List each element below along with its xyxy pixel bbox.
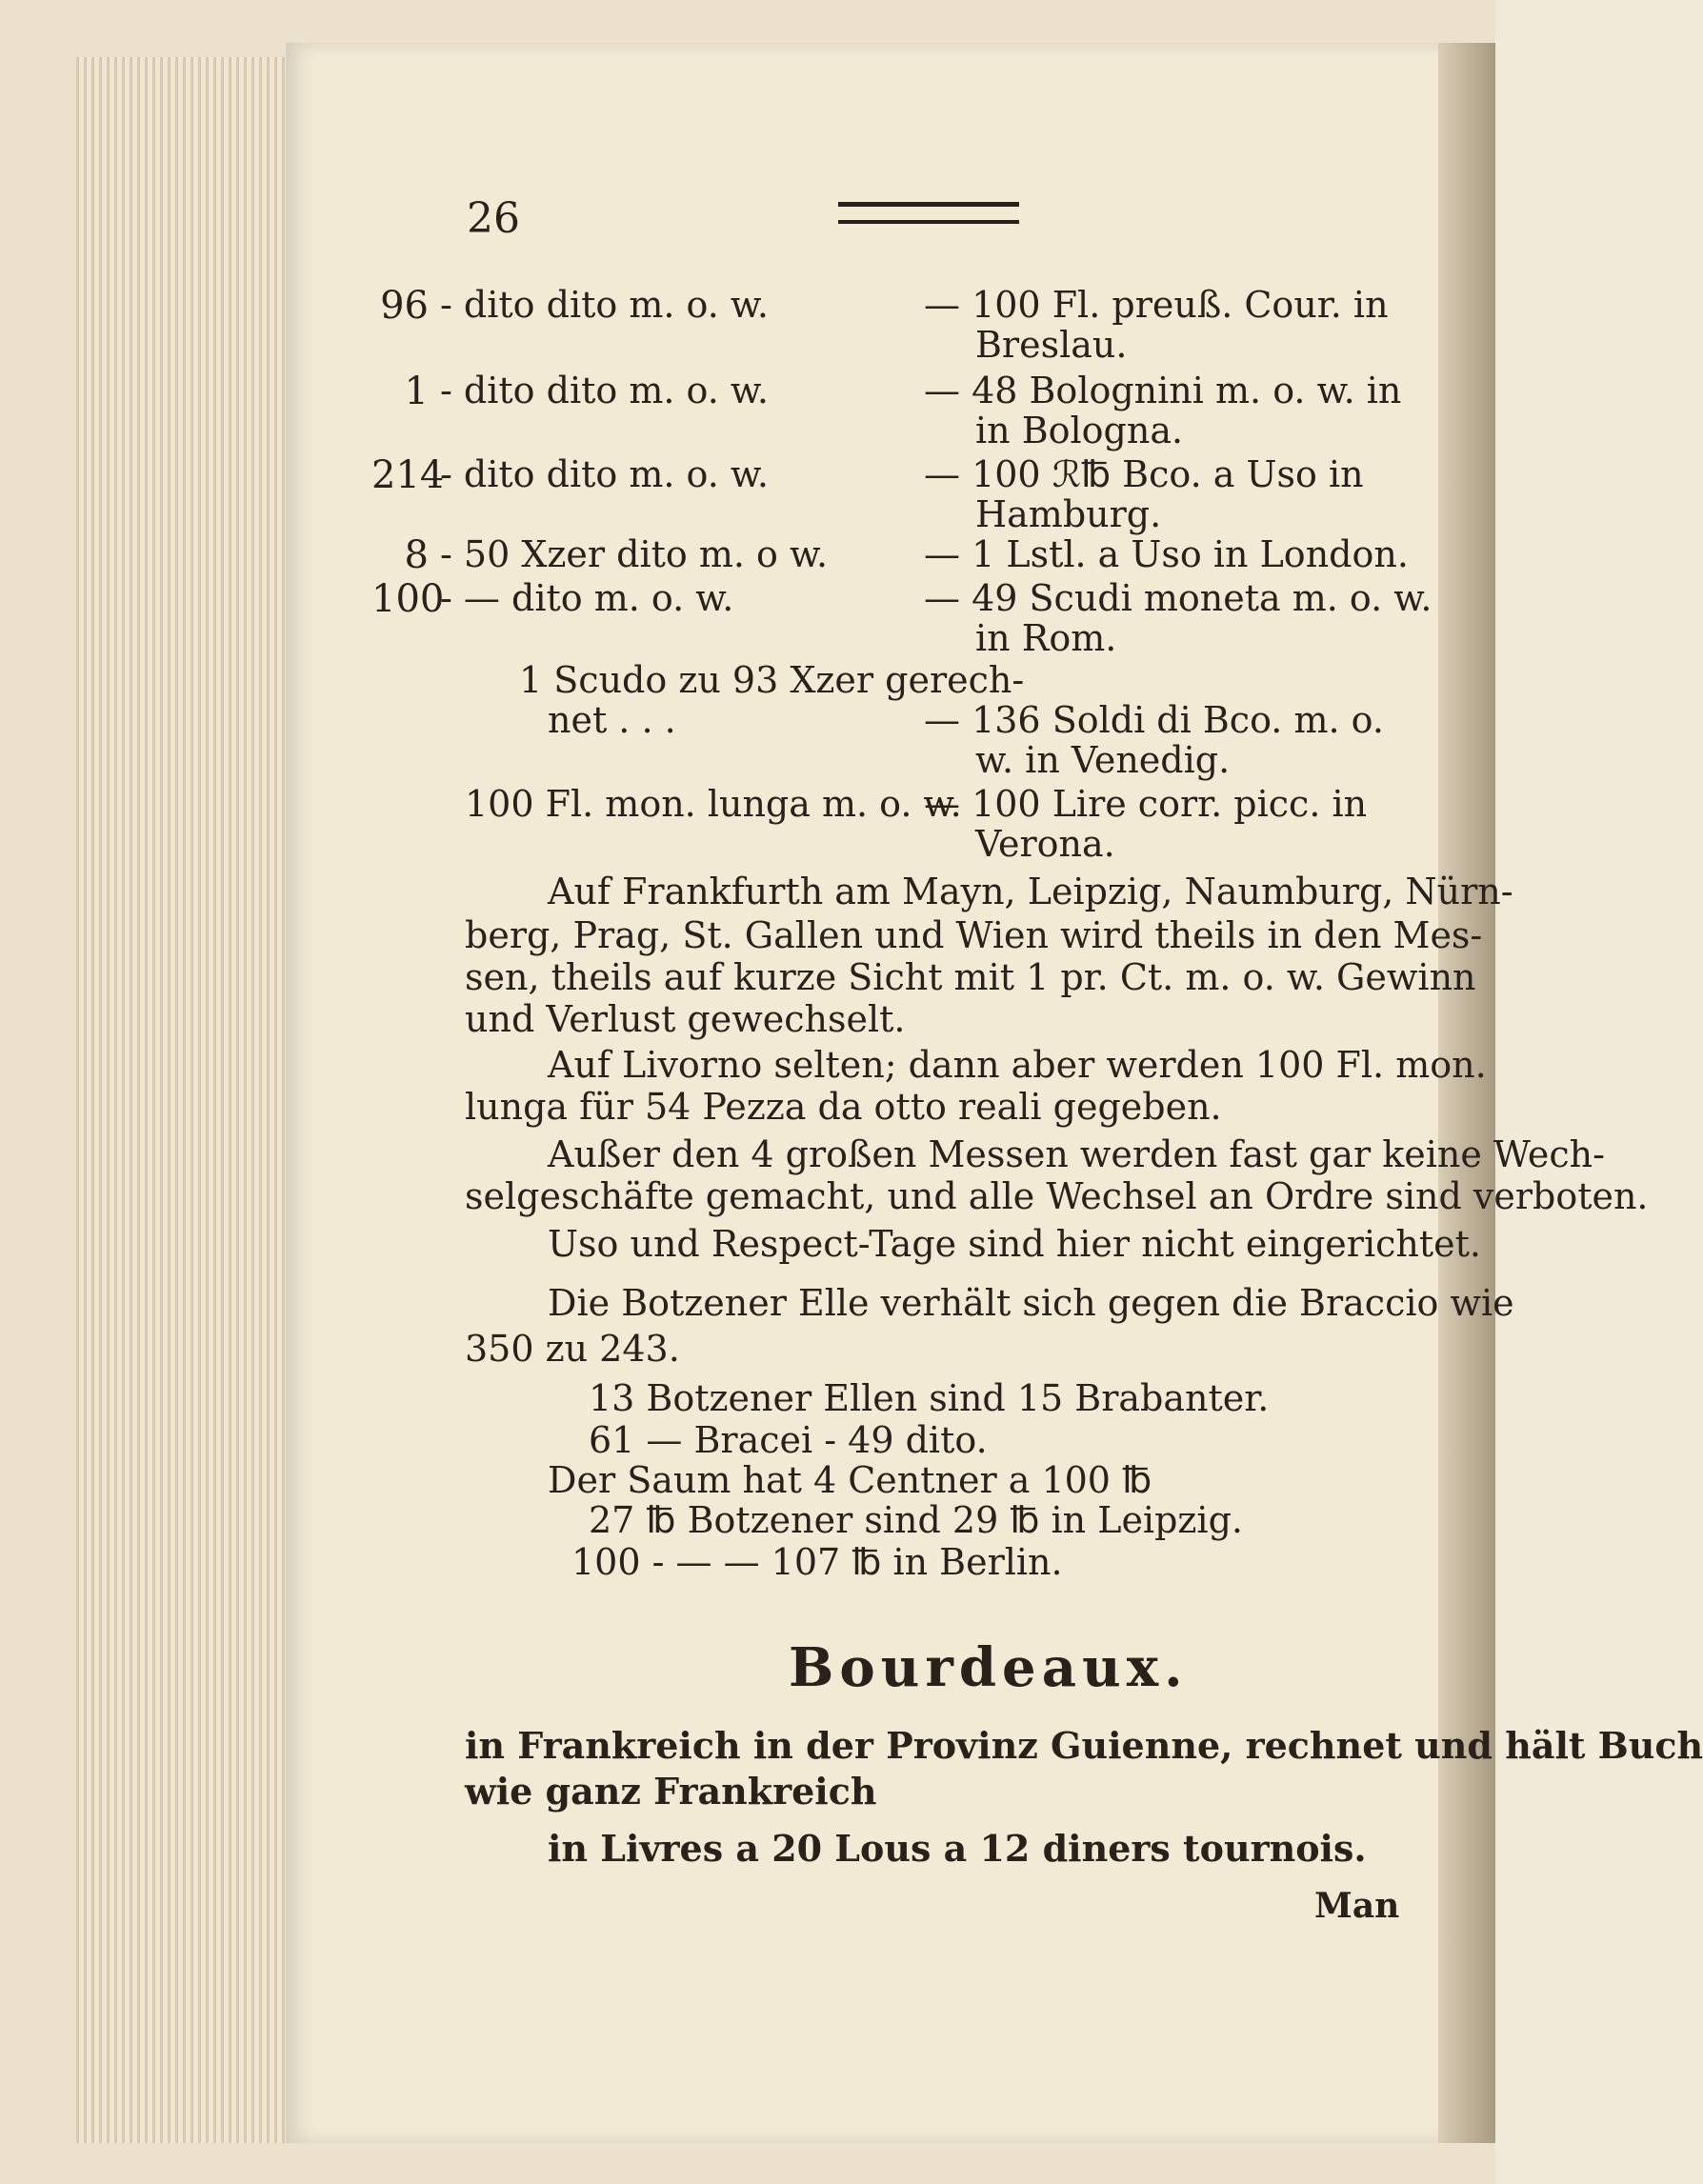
section-heading: Bourdeaux. — [789, 1636, 1189, 1699]
rate-desc: - 50 Xzer dito m. o w. — [440, 533, 829, 575]
rate-result: — 49 Scudi moneta m. o. w. — [924, 577, 1433, 619]
rate-result: — 1 Lstl. a Uso in London. — [924, 533, 1409, 575]
rate-result: — 100 Fl. preuß. Cour. in — [924, 284, 1389, 326]
paragraph-line: Auf Livorno selten; dann aber werden 100 Fl. mon. — [548, 1044, 1487, 1086]
section-line: wie ganz Frankreich — [465, 1770, 877, 1813]
paragraph-line: und Verlust gewechselt. — [465, 998, 906, 1040]
catchword: Man — [1314, 1886, 1400, 1926]
rate-result: — 100 ℛ℔ Bco. a Uso in — [924, 453, 1364, 495]
measure-line: 61 — Bracei - 49 dito. — [589, 1419, 988, 1461]
rate-num: 100 Fl. mon. lunga m. o. w. — [465, 783, 962, 825]
paragraph-line: Auf Frankfurth am Mayn, Leipzig, Naumburg, Nürn- — [548, 871, 1513, 912]
section-line: in Livres a 20 Lous a 12 diners tournois. — [548, 1827, 1367, 1870]
rate-result: w. in Venedig. — [975, 739, 1231, 781]
rate-result: — 100 Lire corr. picc. in — [924, 783, 1368, 825]
rate-desc: net . . . — [548, 699, 676, 741]
rate-num: 1 — [404, 370, 429, 413]
paragraph-line: sen, theils auf kurze Sicht mit 1 pr. Ct. m. o. w. Gewinn — [465, 956, 1476, 998]
paragraph-line: Uso und Respect-Tage sind hier nicht eingerichtet. — [548, 1223, 1481, 1265]
rate-num: 8 — [404, 533, 429, 577]
paragraph-line: Die Botzener Elle verhält sich gegen die Braccio wie — [548, 1282, 1514, 1324]
rate-result: Verona. — [975, 823, 1115, 865]
rate-num: 214 — [371, 453, 445, 497]
section-line: in Frankreich in der Provinz Guienne, rechnet und hält Buch — [465, 1724, 1703, 1767]
rate-result: Breslau. — [975, 324, 1128, 366]
page-number: 26 — [467, 194, 520, 243]
paragraph-line: lunga für 54 Pezza da otto reali gegeben. — [465, 1086, 1222, 1128]
measure-line: 27 ℔ Botzener sind 29 ℔ in Leipzig. — [589, 1499, 1243, 1541]
rate-result: Hamburg. — [975, 493, 1162, 535]
measure-line: 13 Botzener Ellen sind 15 Brabanter. — [589, 1377, 1270, 1419]
paragraph-line: berg, Prag, St. Gallen und Wien wird theils in den Mes- — [465, 914, 1483, 956]
rate-num: 96 — [380, 284, 429, 328]
book-page-edges — [76, 57, 288, 2143]
paragraph-line: 350 zu 243. — [465, 1328, 680, 1370]
rate-num: 1 Scudo zu 93 Xzer gerech- — [519, 659, 1025, 701]
rate-desc: - dito dito m. o. w. — [440, 284, 769, 326]
measure-line: Der Saum hat 4 Centner a 100 ℔ — [548, 1459, 1152, 1501]
rate-desc: - dito dito m. o. w. — [440, 370, 769, 411]
header-rule — [838, 202, 1019, 224]
rate-result: in Rom. — [975, 617, 1117, 659]
paragraph-line: Außer den 4 großen Messen werden fast gar keine Wech- — [548, 1133, 1605, 1175]
rate-desc: - dito dito m. o. w. — [440, 453, 769, 495]
rate-num: 100 — [371, 577, 445, 621]
rate-desc: - — dito m. o. w. — [440, 577, 734, 619]
book-gutter — [1438, 43, 1495, 2143]
measure-line: 100 - — — 107 ℔ in Berlin. — [571, 1541, 1063, 1583]
paragraph-line: selgeschäfte gemacht, und alle Wechsel an Ordre sind verboten. — [465, 1175, 1649, 1217]
rate-result: — 48 Bolognini m. o. w. in — [924, 370, 1402, 411]
rate-result: — 136 Soldi di Bco. m. o. — [924, 699, 1384, 741]
rate-result: in Bologna. — [975, 410, 1184, 451]
